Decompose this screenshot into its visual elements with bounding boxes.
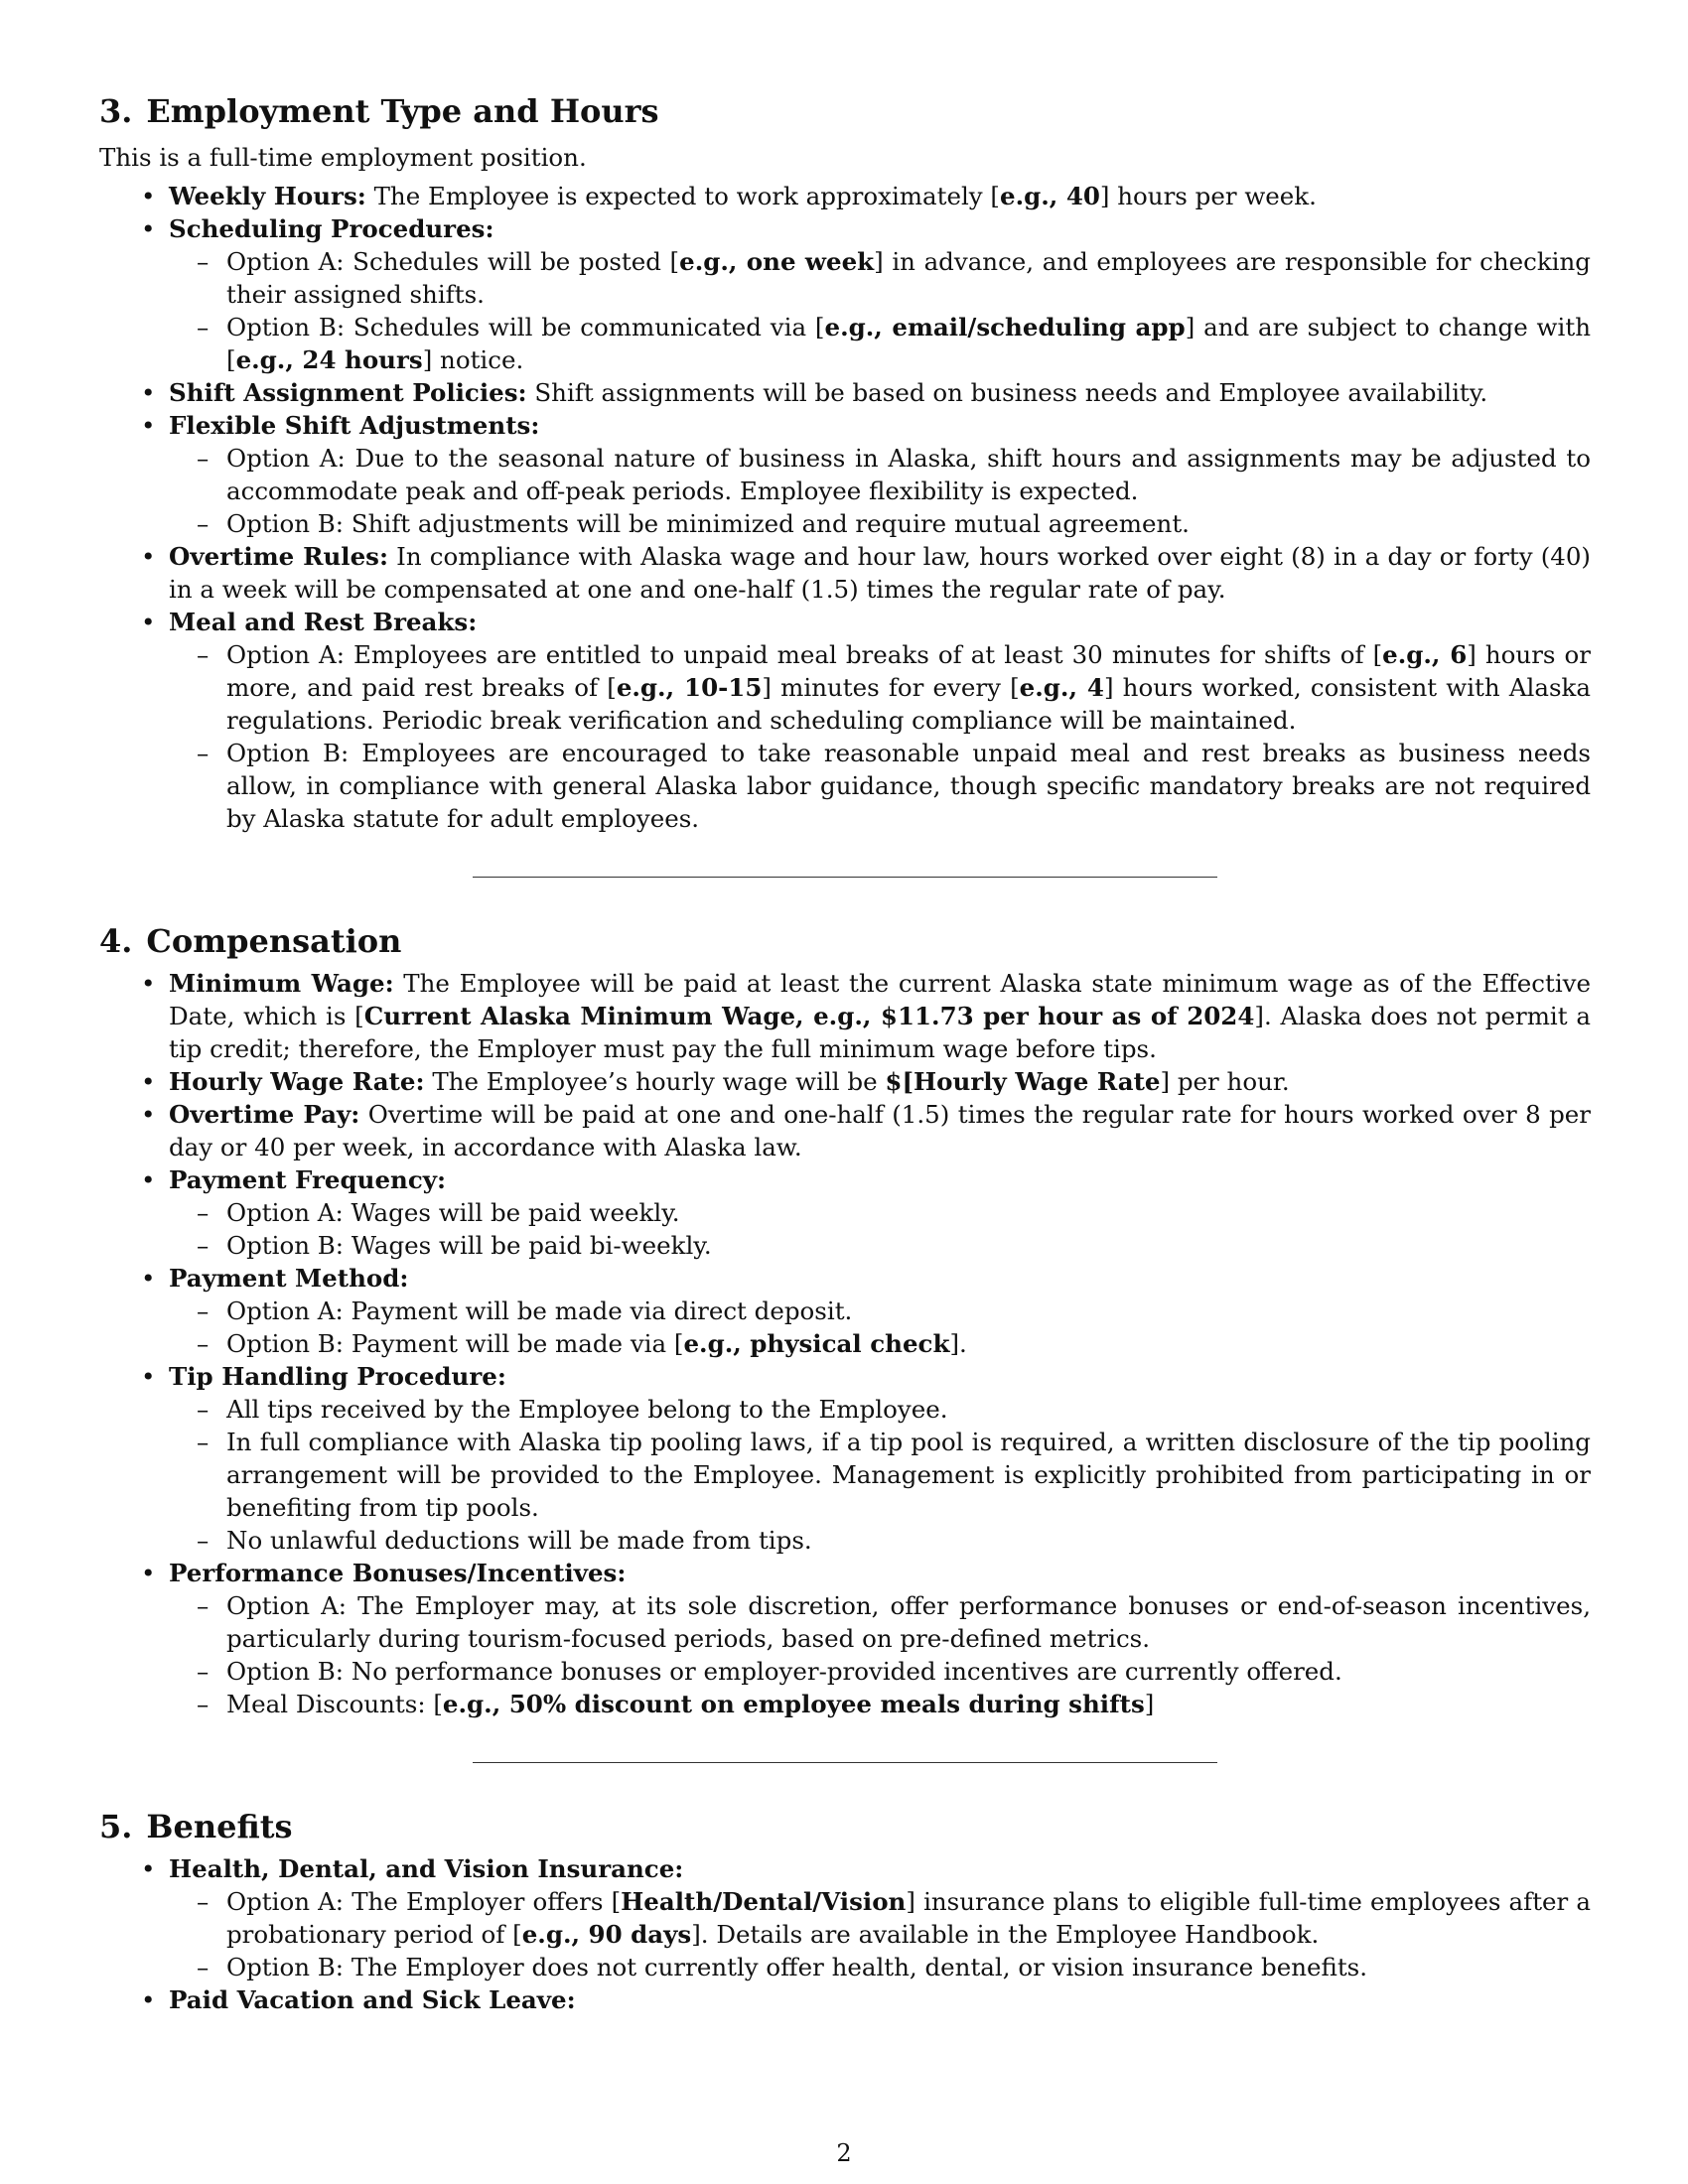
item-label: Flexible Shift Adjustments:	[169, 411, 540, 440]
sub-list	[169, 1295, 1591, 1360]
section-divider	[473, 1762, 1217, 1763]
item-text: ]. Alaska does not permit a tip credit; therefore, the Employer must pay the full minimum wage before tips.	[169, 1002, 1591, 1063]
section-5-heading	[99, 1807, 1591, 1846]
item-text: ] insurance plans to eligible full-time employees after a probationary period of [	[226, 1887, 1592, 1949]
list-item-paid-leave	[169, 1983, 1591, 2016]
sub-item-meal-discounts	[226, 1688, 1591, 1720]
list-item-payment-frequency	[169, 1163, 1591, 1262]
section-number: 4.	[99, 922, 133, 960]
sub-item-no-deductions: – No unlawful deductions will be made from tips.	[226, 1524, 1591, 1557]
sub-item-tips-belong: – All tips received by the Employee belong to the Employee.	[226, 1393, 1591, 1426]
item-text: ] hours per week.	[1099, 182, 1317, 210]
item-text: Option A: Employees are entitled to unpaid meal breaks of at least 30 minutes for shifts of [	[226, 640, 1383, 669]
item-text: ] and are subject to change with [	[226, 313, 1591, 374]
item-label: Paid Vacation and Sick Leave:	[169, 1985, 576, 2014]
list-item-shift-assignment	[169, 376, 1591, 409]
item-text: ] hours or more, and paid rest breaks of [	[226, 640, 1592, 702]
placeholder-text: e.g., 6	[1382, 640, 1468, 669]
list-item-bonuses	[169, 1557, 1591, 1720]
sub-item-option-b: – Option B: Wages will be paid bi-weekly.	[226, 1229, 1591, 1262]
list-item-scheduling	[169, 212, 1591, 376]
sub-list	[169, 245, 1591, 376]
placeholder-text: $[Hourly Wage Rate	[885, 1067, 1161, 1096]
list-item-overtime-rules	[169, 540, 1591, 606]
item-text: Meal Discounts: [	[226, 1690, 443, 1718]
placeholder-text: Current Alaska Minimum Wage, e.g., $11.73 per hour as of 2024	[363, 1002, 1255, 1030]
sub-item-option-b	[226, 1327, 1591, 1360]
item-text: ]. Details are available in the Employee Handbook.	[691, 1920, 1320, 1949]
sub-list	[169, 1196, 1591, 1262]
section-divider	[473, 877, 1217, 878]
list-item-meal-rest-breaks	[169, 606, 1591, 835]
item-text: Option A: The Employer offers [	[226, 1887, 622, 1916]
item-label: Weekly Hours:	[169, 182, 366, 210]
item-label: Tip Handling Procedure:	[169, 1362, 506, 1391]
item-text: ] hours worked, consistent with Alaska regulations. Periodic break verification and scheduling compliance will be maintained.	[226, 673, 1592, 735]
document-page	[99, 91, 1591, 2016]
item-label: Payment Frequency:	[169, 1165, 447, 1194]
list-item-weekly-hours	[169, 180, 1591, 212]
section-number: 3.	[99, 92, 133, 130]
item-label: Hourly Wage Rate:	[169, 1067, 425, 1096]
item-label: Meal and Rest Breaks:	[169, 608, 478, 636]
item-text: Overtime will be paid at one and one-half (1.5) times the regular rate for hours worked over 8 per day or 40 per week, in accordance with Alaska law.	[169, 1100, 1591, 1161]
item-label: Performance Bonuses/Incentives:	[169, 1559, 627, 1587]
placeholder-text: e.g., 90 days	[521, 1920, 692, 1949]
section-4-heading	[99, 921, 1591, 961]
section-title: Compensation	[146, 922, 402, 960]
sub-item-option-a	[226, 1885, 1591, 1951]
sub-item-option-b: – Option B: The Employer does not currently offer health, dental, or vision insurance benefits.	[226, 1951, 1591, 1983]
placeholder-text: e.g., physical check	[683, 1329, 950, 1358]
placeholder-text: e.g., 10-15	[616, 673, 763, 702]
section-title: Employment Type and Hours	[146, 92, 659, 130]
sub-item-option-a	[226, 638, 1591, 737]
placeholder-text: e.g., 40	[999, 182, 1100, 210]
item-text: Option A: Schedules will be posted [	[226, 247, 680, 276]
item-label: Overtime Pay:	[169, 1100, 360, 1129]
item-label: Payment Method:	[169, 1264, 409, 1293]
sub-list	[169, 1393, 1591, 1557]
item-text: In compliance with Alaska wage and hour law, hours worked over eight (8) in a day or forty (40) in a week will be compensated at one and one-half (1.5) times the regular rate of pay.	[169, 542, 1591, 604]
sub-item-option-a: – Option A: Wages will be paid weekly.	[226, 1196, 1591, 1229]
section-3-intro: This is a full-time employment position.	[99, 143, 587, 172]
page-number: 2	[836, 2139, 852, 2167]
sub-item-option-a: – Option A: Payment will be made via direct deposit.	[226, 1295, 1591, 1327]
sub-list	[169, 638, 1591, 835]
placeholder-text: e.g., email/scheduling app	[824, 313, 1186, 341]
placeholder-text: e.g., 24 hours	[235, 345, 423, 374]
item-text: The Employee is expected to work approximately [	[365, 182, 1000, 210]
list-item-flexible-shift	[169, 409, 1591, 540]
item-text: ] minutes for every [	[762, 673, 1020, 702]
item-text: The Employee will be paid at least the current Alaska state minimum wage as of the Effective Date, which is [	[169, 969, 1592, 1030]
section-3-list	[99, 180, 1591, 835]
placeholder-text: Health/Dental/Vision	[621, 1887, 907, 1916]
sub-item-tip-pooling: – In full compliance with Alaska tip pooling laws, if a tip pool is required, a written disclosure of the tip pooling arrangement will be provided to the Employee. Management is explicitly prohibited from participating in or benefiting from tip pools.	[226, 1426, 1591, 1524]
item-text: ] per hour.	[1160, 1067, 1290, 1096]
sub-list	[169, 442, 1591, 540]
item-text: Option B: Payment will be made via [	[226, 1329, 684, 1358]
list-item-tip-handling	[169, 1360, 1591, 1557]
section-4-list	[99, 967, 1591, 1720]
item-text: ].	[949, 1329, 967, 1358]
list-item-payment-method	[169, 1262, 1591, 1360]
sub-item-option-a: – Option A: The Employer may, at its sole discretion, offer performance bonuses or end-of-season incentives, particularly during tourism-focused periods, based on pre-defined metrics.	[226, 1589, 1591, 1655]
section-5-list	[99, 1852, 1591, 2016]
item-text: ] in advance, and employees are responsible for checking their assigned shifts.	[226, 247, 1591, 309]
sub-item-option-a: – Option A: Due to the seasonal nature of business in Alaska, shift hours and assignments may be adjusted to accommodate peak and off-peak periods. Employee flexibility is expected.	[226, 442, 1591, 507]
item-text: Option B: Schedules will be communicated via [	[226, 313, 825, 341]
placeholder-text: e.g., one week	[679, 247, 875, 276]
sub-list	[169, 1885, 1591, 1983]
placeholder-text: e.g., 50% discount on employee meals during shifts	[442, 1690, 1145, 1718]
item-text: ] notice.	[422, 345, 524, 374]
list-item-overtime-pay	[169, 1098, 1591, 1163]
section-number: 5.	[99, 1808, 133, 1845]
sub-item-option-b	[226, 311, 1591, 376]
section-3-heading	[99, 91, 1591, 131]
item-label: Shift Assignment Policies:	[169, 378, 527, 407]
item-label: Minimum Wage:	[169, 969, 394, 998]
list-item-minimum-wage	[169, 967, 1591, 1065]
list-item-hourly-wage	[169, 1065, 1591, 1098]
item-text: The Employee’s hourly wage will be	[424, 1067, 886, 1096]
list-item-insurance	[169, 1852, 1591, 1983]
item-label: Scheduling Procedures:	[169, 214, 494, 243]
sub-item-option-b: – Option B: No performance bonuses or employer-provided incentives are currently offered.	[226, 1655, 1591, 1688]
section-title: Benefits	[146, 1808, 293, 1845]
sub-item-option-a	[226, 245, 1591, 311]
sub-item-option-b: – Option B: Shift adjustments will be minimized and require mutual agreement.	[226, 507, 1591, 540]
item-label: Overtime Rules:	[169, 542, 388, 571]
sub-item-option-b: – Option B: Employees are encouraged to take reasonable unpaid meal and rest breaks as business needs allow, in compliance with general Alaska labor guidance, though specific mandatory breaks are not required by Alaska statute for adult employees.	[226, 737, 1591, 835]
placeholder-text: e.g., 4	[1019, 673, 1104, 702]
sub-list	[169, 1589, 1591, 1720]
item-text: ]	[1144, 1690, 1155, 1718]
item-text: Shift assignments will be based on business needs and Employee availability.	[526, 378, 1488, 407]
item-label: Health, Dental, and Vision Insurance:	[169, 1854, 684, 1883]
